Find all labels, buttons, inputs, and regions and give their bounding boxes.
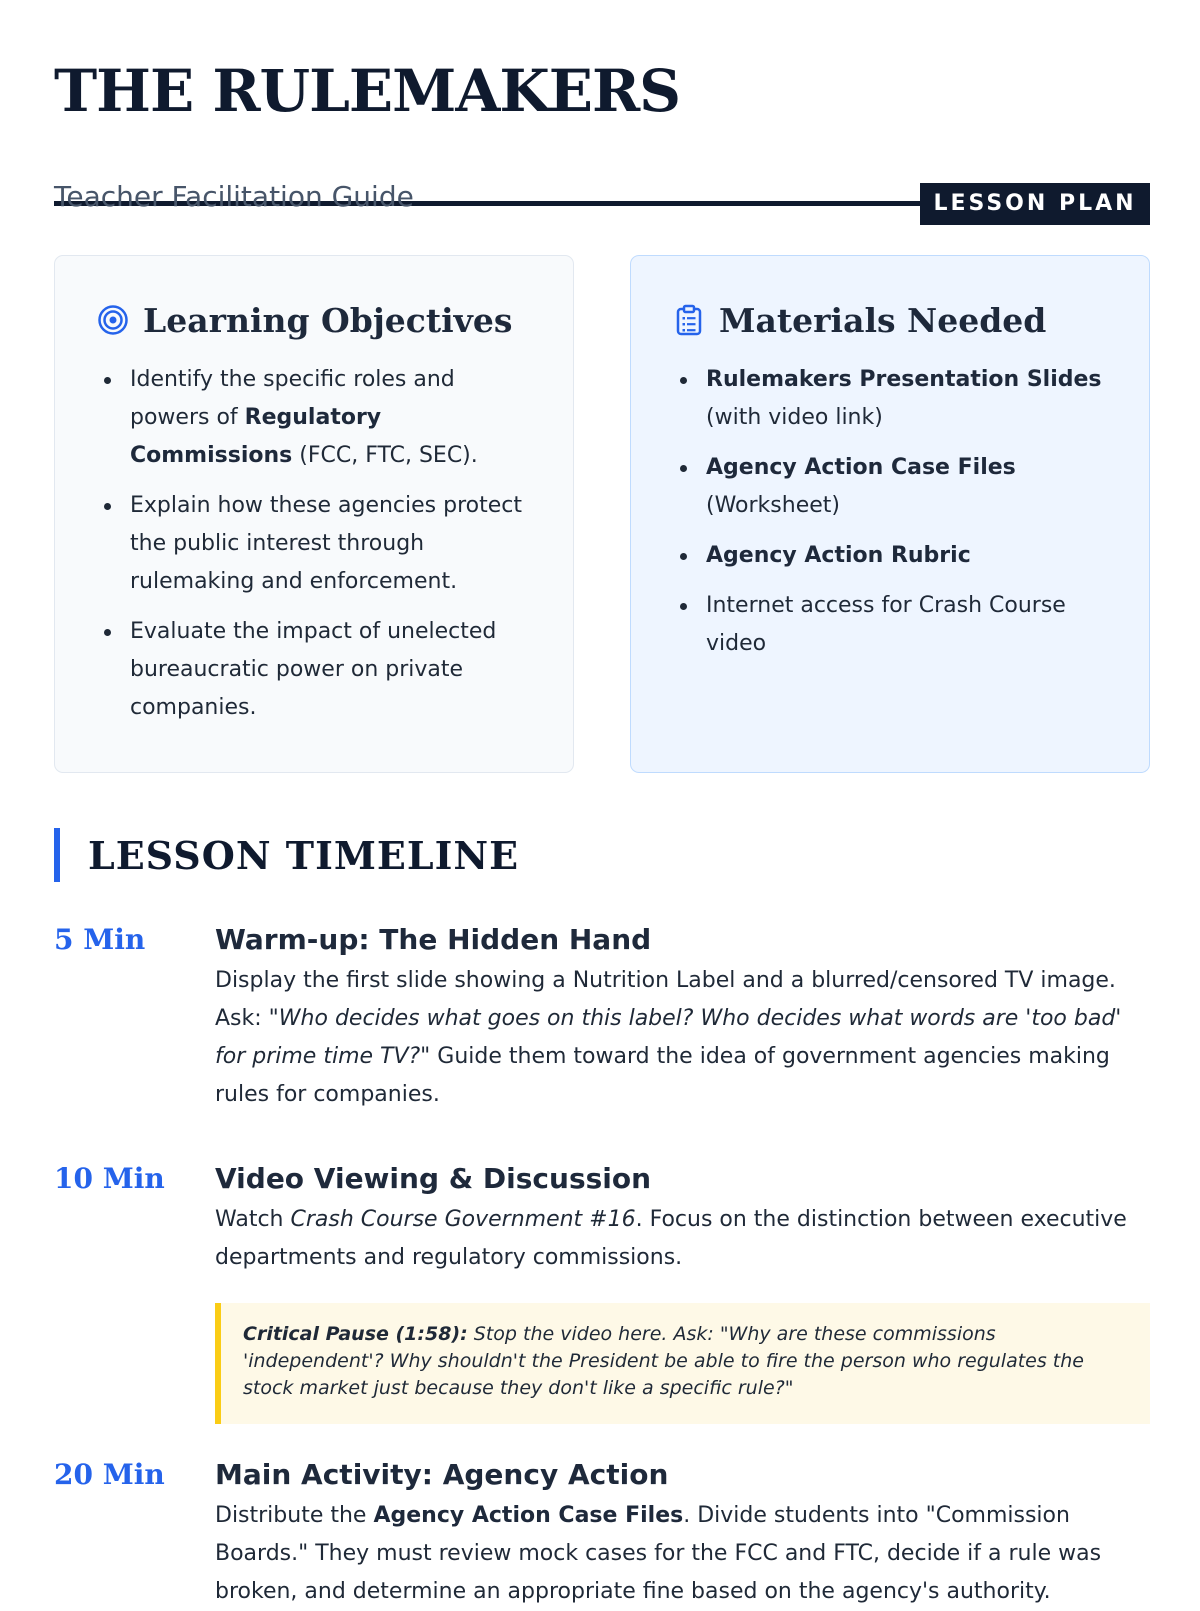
material-item: Rulemakers Presentation Slides (with video link) xyxy=(706,361,1116,437)
page-header xyxy=(54,55,1150,216)
learning-objectives-card xyxy=(54,255,574,773)
materials-list xyxy=(706,361,1116,675)
step-description: Distribute the Agency Action Case Files. Divide students into "Commission Boards." They must review mock cases for the FCC and FTC, decide if a rule was broken, and determine an appropriate fine based on the agency's authority. xyxy=(215,1503,1102,1604)
clipboard-icon xyxy=(673,304,705,336)
lesson-timeline-title: LESSON TIMELINE xyxy=(88,832,520,878)
materials-needed-card xyxy=(630,255,1150,773)
step-body xyxy=(215,920,1150,1114)
material-item: Agency Action Rubric xyxy=(706,537,1116,575)
lesson-plan-badge: LESSON PLAN xyxy=(920,183,1150,225)
material-item: Internet access for Crash Course video xyxy=(706,587,1116,663)
step-body xyxy=(215,1159,1150,1424)
step-title: Warm-up: The Hidden Hand xyxy=(215,923,652,956)
objectives-list xyxy=(130,361,540,739)
objective-item: Evaluate the impact of unelected bureaucratic power on private companies. xyxy=(130,613,540,727)
step-duration: 5 Min xyxy=(54,923,146,956)
step-body xyxy=(215,1455,1150,1611)
material-item: Agency Action Case Files (Worksheet) xyxy=(706,449,1116,525)
lesson-timeline-header xyxy=(54,828,519,882)
page-title: THE RULEMAKERS xyxy=(54,57,681,125)
step-title: Video Viewing & Discussion xyxy=(215,1162,652,1195)
learning-objectives-title: Learning Objectives xyxy=(143,300,513,340)
objective-item: Identify the specific roles and powers of Regulatory Commissions (FCC, FTC, SEC). xyxy=(130,361,540,475)
critical-pause-callout: Critical Pause (1:58): Stop the video here. Ask: "Why are these commissions 'independent'? Why shouldn't the President be able to fire the person who regulates the stock market just because they don't like a specific rule?" xyxy=(215,1303,1150,1424)
timeline-accent-bar xyxy=(54,828,60,882)
target-icon xyxy=(97,304,129,336)
step-description: Display the first slide showing a Nutrition Label and a blurred/censored TV image. Ask: "Who decides what goes on this label? Who decides what words are 'too bad' for prime time TV?" Guide them toward the idea of government agencies making rules for companies. xyxy=(215,968,1122,1107)
step-title: Main Activity: Agency Action xyxy=(215,1458,669,1491)
objective-item: Explain how these agencies protect the public interest through rulemaking and enforcement. xyxy=(130,487,540,601)
step-duration: 20 Min xyxy=(54,1458,165,1491)
materials-needed-title: Materials Needed xyxy=(719,300,1047,340)
learning-objectives-header xyxy=(97,294,512,346)
page-subtitle: Teacher Facilitation Guide xyxy=(54,180,414,213)
step-description: Watch Crash Course Government #16. Focus on the distinction between executive departments and regulatory commissions. xyxy=(215,1207,1127,1270)
materials-needed-header xyxy=(673,294,1046,346)
step-duration: 10 Min xyxy=(54,1162,165,1195)
